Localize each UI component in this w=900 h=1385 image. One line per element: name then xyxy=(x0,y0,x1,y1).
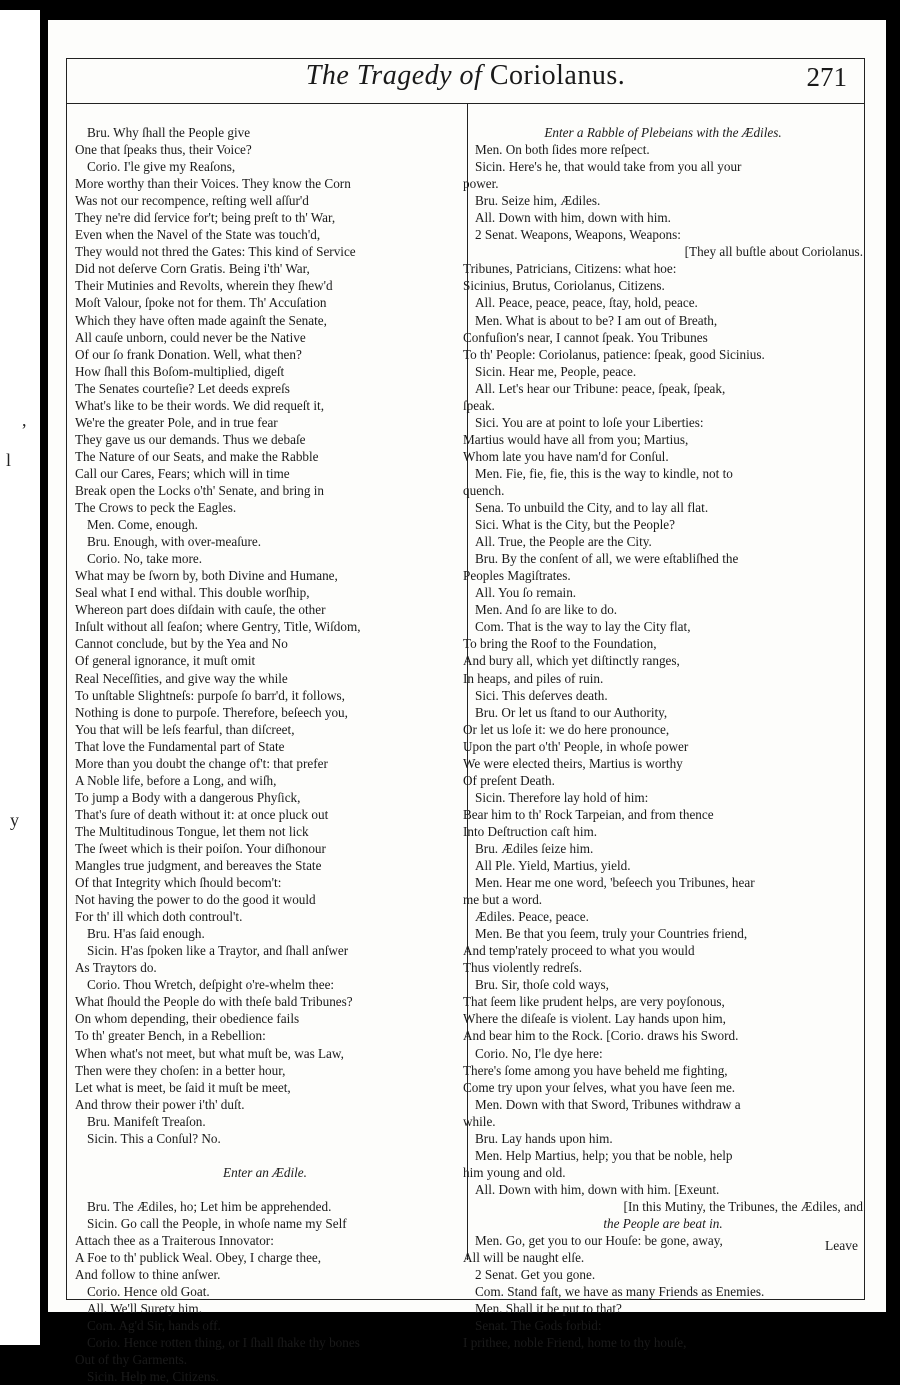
text-line: [In this Mutiny, the Tribunes, the Ædiles, and xyxy=(623,1198,863,1214)
text-line: On whom depending, their obedience fails xyxy=(75,1011,300,1027)
text-line: Sici. You are at point to loſe your Liberties: xyxy=(475,414,704,430)
text-line: Senat. The Gods forbid: xyxy=(475,1318,602,1334)
text-line: Thus violently redreſs. xyxy=(463,960,583,976)
text-line: Ædiles. Peace, peace. xyxy=(475,909,589,925)
text-line: That's ſure of death without it: at once pluck out xyxy=(75,806,329,822)
text-line: And bear him to the Rock. [Corio. draws his Sword. xyxy=(463,1028,739,1044)
text-line: Enter an Ædile. xyxy=(223,1164,307,1180)
text-line: Moſt Valour, ſpoke not for them. Th' Accuſation xyxy=(75,295,327,311)
text-line: Sici. This deſerves death. xyxy=(475,687,608,703)
text-line: That love the Fundamental part of State xyxy=(75,738,285,754)
text-line: Let what is meet, be ſaid it muſt be meet, xyxy=(75,1079,291,1095)
text-line: And throw their power i'th' duſt. xyxy=(75,1096,245,1112)
page-number: 271 xyxy=(806,62,847,92)
text-line: You that will be leſs fearful, than diſcreet, xyxy=(75,721,295,737)
text-line: All cauſe unborn, could never be the Native xyxy=(75,329,306,345)
text-line: More worthy than their Voices. They know the Corn xyxy=(75,176,351,192)
text-line: Bru. Lay hands upon him. xyxy=(475,1130,613,1146)
text-line: ſpeak. xyxy=(463,397,495,413)
text-line: How ſhall this Boſom-multiplied, digeſt xyxy=(75,363,285,379)
text-line: power. xyxy=(463,176,499,192)
text-line: while. xyxy=(463,1113,496,1129)
text-line: Martius would have all from you; Martius, xyxy=(463,431,689,447)
text-line: What may be ſworn by, both Divine and Humane, xyxy=(75,568,338,584)
text-line: 2 Senat. Weapons, Weapons, Weapons: xyxy=(475,227,681,243)
text-line: Enter a Rabble of Plebeians with the Ædiles. xyxy=(544,125,782,140)
text-line: Whom late you have nam'd for Conſul. xyxy=(463,448,669,464)
text-line: All. Down with him, down with him. xyxy=(475,210,671,226)
text-line: Men. Fie, fie, fie, this is the way to kindle, not to xyxy=(475,465,733,481)
text-line: What ſhould the People do with theſe bald Tribunes? xyxy=(75,994,353,1010)
edge-mark: y xyxy=(10,810,19,830)
text-line: Sicin. H'as ſpoken like a Traytor, and ſhall anſwer xyxy=(87,943,349,959)
text-line: Real Neceſſities, and give way the while xyxy=(75,670,288,686)
text-line: They ne're did ſervice for't; being preſt to th' War, xyxy=(75,210,336,226)
text-line: Sena. To unbuild the City, and to lay all flat. xyxy=(475,500,709,516)
text-line: Peoples Magiſtrates. xyxy=(463,568,571,584)
text-line: Bru. H'as ſaid enough. xyxy=(87,926,205,942)
text-line: Sicin. This a Conſul? No. xyxy=(87,1130,221,1146)
text-line: The ſweet which is their poiſon. Your diſhonour xyxy=(75,840,326,856)
text-line: A Noble life, before a Long, and wiſh, xyxy=(75,772,277,788)
right-column xyxy=(463,124,863,1351)
text-line: Where the diſeaſe is violent. Lay hands upon him, xyxy=(463,1011,726,1027)
text-line: Men. Help Martius, help; you that be noble, help xyxy=(475,1147,733,1163)
text-line: Bru. Manifeſt Treaſon. xyxy=(87,1113,206,1129)
text-line: All. You ſo remain. xyxy=(475,585,577,601)
text-line: Sicin. Help me, Citizens. xyxy=(87,1369,219,1385)
text-line: All. Peace, peace, peace, ſtay, hold, peace. xyxy=(475,295,698,311)
edge-mark: , xyxy=(22,410,27,430)
text-line: To th' greater Bench, in a Rebellion: xyxy=(75,1028,266,1044)
text-line: Corio. No, I'le dye here: xyxy=(475,1045,603,1061)
text-line: Call our Cares, Fears; which will in time xyxy=(75,465,290,481)
text-line: Nothing is done to purpoſe. Therefore, beſeech you, xyxy=(75,704,348,720)
text-line: Com. Ag'd Sir, hands off. xyxy=(87,1318,221,1334)
text-line: Which they have often made againſt the Senate, xyxy=(75,312,327,328)
text-line: A Foe to th' publick Weal. Obey, I charge thee, xyxy=(75,1250,322,1265)
text-line: One that ſpeaks thus, their Voice? xyxy=(75,142,252,158)
text-line: The Nature of our Seats, and make the Rabble xyxy=(75,448,319,464)
edge-mark: l xyxy=(6,450,12,470)
text-line: 2 Senat. Get you gone. xyxy=(475,1267,596,1283)
text-line: me but a word. xyxy=(463,892,543,908)
text-line: More than you doubt the change of't: that prefer xyxy=(75,755,328,771)
text-line: I prithee, noble Friend, home to thy houſe, xyxy=(463,1335,687,1351)
adjacent-page-edge xyxy=(0,10,40,1345)
text-line: Whereon part does diſdain with cauſe, the other xyxy=(75,602,326,618)
text-line: Sicin. Therefore lay hold of him: xyxy=(475,789,649,805)
text-line: Mangles true judgment, and bereaves the State xyxy=(75,858,322,874)
text-line xyxy=(75,1181,455,1198)
text-line: Bru. Enough, with over-meaſure. xyxy=(87,534,262,550)
text-line: Confuſion's near, I cannot ſpeak. You Tribunes xyxy=(463,329,708,345)
text-line: To unſtable Slightneſs: purpoſe ſo barr'd, it follows, xyxy=(75,687,345,703)
text-line: Cannot conclude, but by the Yea and No xyxy=(75,636,288,652)
text-line: Bru. Ædiles ſeize him. xyxy=(475,840,594,856)
text-line: They gave us our demands. Thus we debaſe xyxy=(75,431,306,447)
text-line: Even when the Navel of the State was touch'd, xyxy=(75,227,321,243)
text-line: The Crows to peck the Eagles. xyxy=(75,500,237,516)
text-line: There's ſome among you have beheld me fighting, xyxy=(463,1062,728,1078)
running-title-roman: Coriolanus. xyxy=(489,60,626,91)
text-line: All. True, the People are the City. xyxy=(475,534,652,550)
page-header xyxy=(66,20,865,100)
running-title xyxy=(66,60,865,92)
text-line: Corio. I'le give my Reaſons, xyxy=(87,159,236,175)
text-line: All. Down with him, down with him. [Exeunt. xyxy=(475,1181,720,1197)
text-line: To bring the Roof to the Foundation, xyxy=(463,636,657,652)
text-line: And bury all, which yet diſtinctly ranges, xyxy=(463,653,680,669)
text-line: Bear him to th' Rock Tarpeian, and from thence xyxy=(463,806,714,822)
text-line: Com. Stand faſt, we have as many Friends as Enemies. xyxy=(475,1284,765,1300)
text-line: And follow to thine anſwer. xyxy=(75,1267,221,1283)
text-line: Not having the power to do the good it would xyxy=(75,892,316,908)
text-line: The Multitudinous Tongue, let them not lick xyxy=(75,823,309,839)
text-line: And temp'rately proceed to what you would xyxy=(463,943,695,959)
text-line: Of our ſo frank Donation. Well, what then? xyxy=(75,346,302,362)
text-line: Of that Integrity which ſhould becom't: xyxy=(75,875,282,891)
text-line: To th' People: Coriolanus, patience: ſpeak, good Sicinius. xyxy=(463,346,765,362)
text-line: We're the greater Pole, and in true fear xyxy=(75,414,278,430)
text-line: Men. On both ſides more reſpect. xyxy=(475,142,650,158)
text-line: We were elected theirs, Martius is worthy xyxy=(463,755,683,771)
catchword: Leave xyxy=(825,1238,858,1253)
text-line: Corio. Hence rotten thing, or I ſhall ſhake thy bones xyxy=(87,1335,360,1351)
running-title-italic: The Tragedy of xyxy=(305,60,483,91)
text-line: In heaps, and piles of ruin. xyxy=(463,670,604,686)
text-line: Men. Hear me one word, 'beſeech you Tribunes, hear xyxy=(475,875,755,891)
text-line: the People are beat in. xyxy=(603,1216,723,1231)
text-line: Upon the part o'th' People, in whoſe power xyxy=(463,738,689,754)
text-line: Bru. Why ſhall the People give xyxy=(87,125,251,140)
text-line: Of preſent Death. xyxy=(463,772,555,788)
text-line: Into Deſtruction caſt him. xyxy=(463,823,598,839)
text-line: They would not thred the Gates: This kind of Service xyxy=(75,244,356,260)
text-line: Tribunes, Patricians, Citizens: what hoe: xyxy=(463,261,677,277)
text-line: As Traytors do. xyxy=(75,960,157,976)
text-line: Men. Go, get you to our Houſe: be gone, away, xyxy=(475,1233,723,1249)
text-line: him young and old. xyxy=(463,1164,566,1180)
text-line: Com. That is the way to lay the City flat, xyxy=(475,619,691,635)
text-line: Of general ignorance, it muſt omit xyxy=(75,653,256,669)
text-line: Men. Be that you ſeem, truly your Countries friend, xyxy=(475,926,748,942)
text-line: Men. And ſo are like to do. xyxy=(475,602,618,618)
text-line: Bru. The Ædiles, ho; Let him be apprehended. xyxy=(87,1198,332,1214)
text-line: Attach thee as a Traiterous Innovator: xyxy=(75,1232,274,1248)
text-line: The Senates courteſie? Let deeds expreſs xyxy=(75,380,290,396)
text-line: Bru. Sir, thoſe cold ways, xyxy=(475,977,609,993)
text-line: Men. What is about to be? I am out of Breath, xyxy=(475,312,718,328)
text-line: Sici. What is the City, but the People? xyxy=(475,517,675,533)
text-line: Seal what I end withal. This double worſhip, xyxy=(75,585,310,601)
text-line: All Ple. Yield, Martius, yield. xyxy=(475,858,631,874)
text-line: Corio. No, take more. xyxy=(87,551,202,567)
text-line: Did not deſerve Corn Gratis. Being i'th' War, xyxy=(75,261,310,277)
text-line: All. Let's hear our Tribune: peace, ſpeak, ſpeak, xyxy=(475,380,726,396)
text-line: Men. Come, enough. xyxy=(87,517,198,533)
text-line: quench. xyxy=(463,482,505,498)
text-line: Corio. Hence old Goat. xyxy=(87,1284,210,1300)
text-line: Break open the Locks o'th' Senate, and bring in xyxy=(75,482,325,498)
text-line: Their Mutinies and Revolts, wherein they ſhew'd xyxy=(75,278,333,294)
text-line: [They all buſtle about Coriolanus. xyxy=(684,244,863,260)
text-line: Out of thy Garments. xyxy=(75,1352,188,1368)
text-line: For th' ill which doth controul't. xyxy=(75,909,243,925)
text-line: All. We'll Surety him. xyxy=(87,1301,202,1317)
header-rule xyxy=(66,103,865,104)
text-line: Then were they choſen: in a better hour, xyxy=(75,1062,286,1078)
text-line: Men. Down with that Sword, Tribunes withdraw a xyxy=(475,1096,741,1112)
text-line: Sicin. Go call the People, in whoſe name my Self xyxy=(87,1215,347,1231)
text-line: Men. Shall it be put to that? xyxy=(475,1301,622,1317)
book-page xyxy=(48,20,886,1385)
text-line: Bru. Or let us ſtand to our Authority, xyxy=(475,704,668,720)
text-line: Was not our recompence, reſting well aſſur'd xyxy=(75,193,309,209)
text-line: Sicin. Hear me, People, peace. xyxy=(475,363,637,379)
text-line: What's like to be their words. We did requeſt it, xyxy=(75,397,325,413)
text-line: That ſeem like prudent helps, are very poyſonous, xyxy=(463,994,725,1010)
left-column xyxy=(75,124,455,1385)
text-line: Corio. Thou Wretch, deſpight o're-whelm thee: xyxy=(87,977,335,993)
text-line: Sicinius, Brutus, Coriolanus, Citizens. xyxy=(463,278,665,294)
text-line: Or let us loſe it: we do here pronounce, xyxy=(463,721,670,737)
text-line: Come try upon your ſelves, what you have ſeen me. xyxy=(463,1079,736,1095)
text-line: Sicin. Here's he, that would take from you all your xyxy=(475,159,742,175)
text-line: All will be naught elſe. xyxy=(463,1250,585,1266)
text-line xyxy=(75,1147,455,1164)
text-line: Bru. Seize him, Ædiles. xyxy=(475,193,601,209)
text-line: When what's not meet, but what muſt be, was Law, xyxy=(75,1045,344,1061)
text-line: Inſult without all ſeaſon; where Gentry, Title, Wiſdom, xyxy=(75,619,361,635)
text-line: To jump a Body with a dangerous Phyſick, xyxy=(75,789,301,805)
text-line: Bru. By the conſent of all, we were eſtabliſhed the xyxy=(475,551,739,567)
